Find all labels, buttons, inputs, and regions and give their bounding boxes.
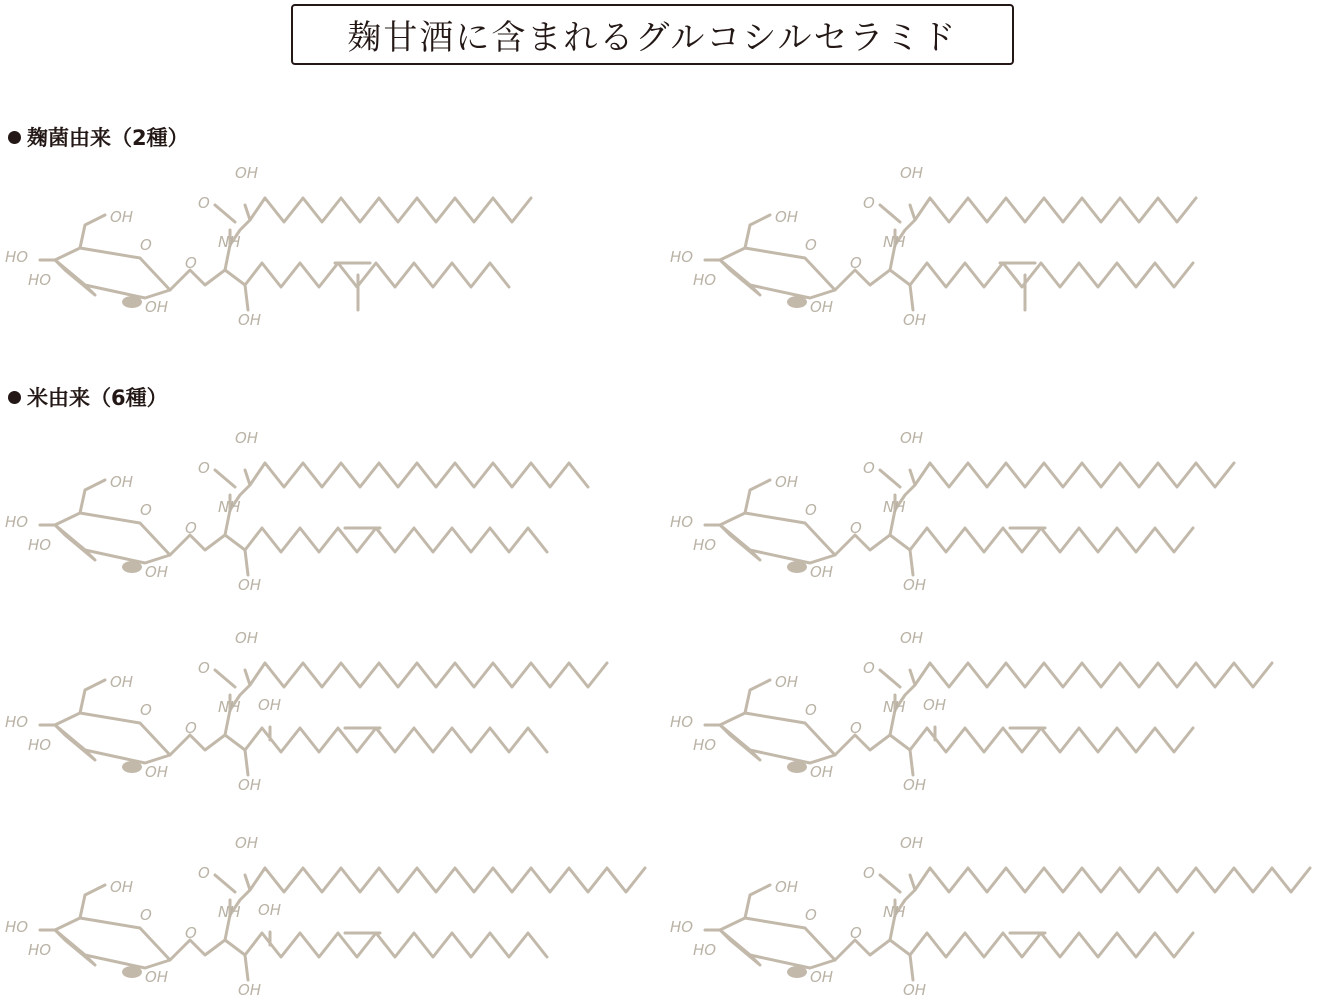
nh-label: NH bbox=[218, 498, 241, 516]
o-label-carbonyl: O bbox=[863, 459, 875, 477]
oh-label-bottom: OH bbox=[903, 576, 927, 594]
ch2oh-bond bbox=[745, 480, 770, 513]
molecule-rice-3 bbox=[0, 615, 660, 800]
molecule-rice-2 bbox=[665, 415, 1320, 600]
oh-bond bbox=[890, 535, 913, 575]
lower-chain bbox=[245, 528, 547, 552]
carbonyl-bond bbox=[215, 205, 235, 222]
ho-label-1: HO bbox=[5, 513, 29, 531]
molecule-rice-6 bbox=[665, 820, 1320, 1005]
lower-chain bbox=[910, 933, 1193, 957]
bullet-icon bbox=[8, 131, 21, 144]
ho-label-1: HO bbox=[5, 248, 29, 266]
molecule-koji-1 bbox=[0, 150, 660, 335]
ring-wedge bbox=[720, 930, 760, 965]
nh-label: NH bbox=[218, 233, 241, 251]
ho-label-1: HO bbox=[670, 513, 694, 531]
oh-label-top: OH bbox=[235, 164, 259, 182]
ch2oh-bond bbox=[80, 885, 105, 918]
ho-label-2: HO bbox=[28, 736, 52, 754]
oh-bond bbox=[890, 735, 913, 775]
o-label-glycoside: O bbox=[850, 519, 862, 537]
structure-svg bbox=[0, 150, 660, 335]
oh-bond bbox=[890, 270, 913, 310]
o-label-ring: O bbox=[805, 906, 817, 924]
o-label-carbonyl: O bbox=[198, 194, 210, 212]
o-label-ring: O bbox=[140, 236, 152, 254]
ch2oh-bond bbox=[745, 885, 770, 918]
ch2oh-bond bbox=[80, 680, 105, 713]
structure-svg bbox=[665, 820, 1320, 1005]
ring-blob bbox=[787, 561, 807, 573]
ho-label-1: HO bbox=[5, 918, 29, 936]
oh-label-ch2oh: OH bbox=[110, 208, 134, 226]
o-label-ring: O bbox=[805, 236, 817, 254]
oh-label-top: OH bbox=[900, 429, 924, 447]
ho-label-2: HO bbox=[693, 736, 717, 754]
oh-label-ch2oh: OH bbox=[775, 473, 799, 491]
structure-svg bbox=[665, 150, 1320, 335]
ring-wedge bbox=[55, 725, 95, 760]
oh-label-bottom: OH bbox=[238, 576, 262, 594]
oh-label-ring: OH bbox=[145, 763, 169, 781]
ho-label-1: HO bbox=[670, 918, 694, 936]
molecule-koji-2 bbox=[665, 150, 1320, 335]
ho-label-2: HO bbox=[693, 536, 717, 554]
o-label-carbonyl: O bbox=[863, 659, 875, 677]
structure-svg bbox=[665, 415, 1320, 600]
oh-label-bottom: OH bbox=[903, 776, 927, 794]
oh-label-ch2oh: OH bbox=[110, 473, 134, 491]
o-label-ring: O bbox=[140, 906, 152, 924]
section-koji-label: 麹菌由来（2種） bbox=[27, 126, 189, 150]
o-label-ring: O bbox=[140, 701, 152, 719]
ho-label-2: HO bbox=[28, 941, 52, 959]
molecule-rice-5 bbox=[0, 820, 660, 1005]
oh-label-bottom: OH bbox=[238, 981, 262, 999]
ho-label-1: HO bbox=[670, 248, 694, 266]
oh-bond bbox=[890, 940, 913, 980]
structure-svg bbox=[0, 820, 660, 1005]
ho-label-2: HO bbox=[693, 271, 717, 289]
oh-label-ring: OH bbox=[810, 563, 834, 581]
o-label-glycoside: O bbox=[185, 719, 197, 737]
carbonyl-bond bbox=[215, 875, 235, 892]
ring-blob bbox=[122, 296, 142, 308]
o-label-glycoside: O bbox=[850, 924, 862, 942]
oh-label-top: OH bbox=[900, 834, 924, 852]
nh-label: NH bbox=[883, 498, 906, 516]
oh-label-extra: OH bbox=[923, 696, 947, 714]
lower-chain bbox=[245, 263, 509, 287]
o-label-carbonyl: O bbox=[863, 864, 875, 882]
upper-chain bbox=[250, 198, 531, 222]
oh-bond bbox=[225, 940, 248, 980]
lower-chain bbox=[245, 933, 547, 957]
ring-blob bbox=[122, 966, 142, 978]
oh-label-top: OH bbox=[900, 629, 924, 647]
upper-chain bbox=[250, 868, 645, 892]
oh-label-ring: OH bbox=[145, 968, 169, 986]
o-label-glycoside: O bbox=[185, 519, 197, 537]
ring-blob bbox=[787, 761, 807, 773]
structure-svg bbox=[0, 615, 660, 800]
ho-label-2: HO bbox=[28, 536, 52, 554]
oh-label-extra: OH bbox=[258, 696, 282, 714]
o-label-glycoside: O bbox=[185, 254, 197, 272]
section-rice-label: 米由来（6種） bbox=[27, 386, 168, 410]
ring-blob bbox=[787, 296, 807, 308]
o-label-glycoside: O bbox=[850, 719, 862, 737]
upper-chain bbox=[250, 463, 588, 487]
lower-chain bbox=[910, 528, 1193, 552]
o-label-carbonyl: O bbox=[198, 659, 210, 677]
o-label-glycoside: O bbox=[850, 254, 862, 272]
o-label-ring: O bbox=[805, 701, 817, 719]
oh-label-top: OH bbox=[235, 834, 259, 852]
oh-bond bbox=[225, 735, 248, 775]
carbonyl-bond bbox=[880, 670, 900, 687]
oh-label-ring: OH bbox=[810, 968, 834, 986]
molecule-rice-1 bbox=[0, 415, 660, 600]
oh-label-bottom: OH bbox=[238, 311, 262, 329]
oh-label-ring: OH bbox=[810, 763, 834, 781]
ring-wedge bbox=[55, 525, 95, 560]
oh-label-ch2oh: OH bbox=[110, 673, 134, 691]
oh-bond bbox=[225, 535, 248, 575]
nh-label: NH bbox=[218, 903, 241, 921]
structure-svg bbox=[0, 415, 660, 600]
ring-blob bbox=[122, 761, 142, 773]
nh-label: NH bbox=[883, 698, 906, 716]
nh-label: NH bbox=[218, 698, 241, 716]
ho-label-2: HO bbox=[28, 271, 52, 289]
carbonyl-bond bbox=[880, 205, 900, 222]
oh-label-extra: OH bbox=[258, 901, 282, 919]
carbonyl-bond bbox=[215, 470, 235, 487]
ch2oh-bond bbox=[745, 680, 770, 713]
oh-label-ch2oh: OH bbox=[775, 673, 799, 691]
lower-chain bbox=[910, 728, 1193, 752]
oh-label-ring: OH bbox=[810, 298, 834, 316]
o-label-glycoside: O bbox=[185, 924, 197, 942]
oh-label-bottom: OH bbox=[903, 311, 927, 329]
ring-blob bbox=[787, 966, 807, 978]
ch2oh-bond bbox=[80, 215, 105, 248]
oh-label-bottom: OH bbox=[238, 776, 262, 794]
oh-label-top: OH bbox=[235, 629, 259, 647]
oh-label-top: OH bbox=[900, 164, 924, 182]
ring-wedge bbox=[720, 525, 760, 560]
oh-label-top: OH bbox=[235, 429, 259, 447]
ho-label-1: HO bbox=[5, 713, 29, 731]
upper-chain bbox=[915, 663, 1272, 687]
ring-wedge bbox=[720, 725, 760, 760]
upper-chain bbox=[250, 663, 607, 687]
oh-label-ch2oh: OH bbox=[775, 878, 799, 896]
section-rice bbox=[8, 382, 168, 412]
oh-label-ch2oh: OH bbox=[110, 878, 134, 896]
nh-label: NH bbox=[883, 903, 906, 921]
ring-wedge bbox=[720, 260, 760, 295]
upper-chain bbox=[915, 463, 1234, 487]
o-label-carbonyl: O bbox=[863, 194, 875, 212]
page-title-text: 麹甘酒に含まれるグルコシルセラミド bbox=[347, 18, 958, 58]
oh-label-ring: OH bbox=[145, 563, 169, 581]
lower-chain bbox=[910, 263, 1193, 287]
oh-bond bbox=[225, 270, 248, 310]
upper-chain bbox=[915, 198, 1196, 222]
o-label-ring: O bbox=[805, 501, 817, 519]
lower-chain bbox=[245, 728, 547, 752]
oh-label-ring: OH bbox=[145, 298, 169, 316]
ch2oh-bond bbox=[745, 215, 770, 248]
ho-label-1: HO bbox=[670, 713, 694, 731]
o-label-ring: O bbox=[140, 501, 152, 519]
oh-label-ch2oh: OH bbox=[775, 208, 799, 226]
molecule-rice-4 bbox=[665, 615, 1320, 800]
page-title bbox=[291, 4, 1014, 65]
ring-wedge bbox=[55, 260, 95, 295]
ho-label-2: HO bbox=[693, 941, 717, 959]
structure-svg bbox=[665, 615, 1320, 800]
carbonyl-bond bbox=[880, 875, 900, 892]
nh-label: NH bbox=[883, 233, 906, 251]
section-koji bbox=[8, 122, 189, 152]
carbonyl-bond bbox=[215, 670, 235, 687]
ring-wedge bbox=[55, 930, 95, 965]
bullet-icon bbox=[8, 391, 21, 404]
ring-blob bbox=[122, 561, 142, 573]
upper-chain bbox=[915, 868, 1310, 892]
o-label-carbonyl: O bbox=[198, 864, 210, 882]
carbonyl-bond bbox=[880, 470, 900, 487]
ch2oh-bond bbox=[80, 480, 105, 513]
oh-label-bottom: OH bbox=[903, 981, 927, 999]
o-label-carbonyl: O bbox=[198, 459, 210, 477]
